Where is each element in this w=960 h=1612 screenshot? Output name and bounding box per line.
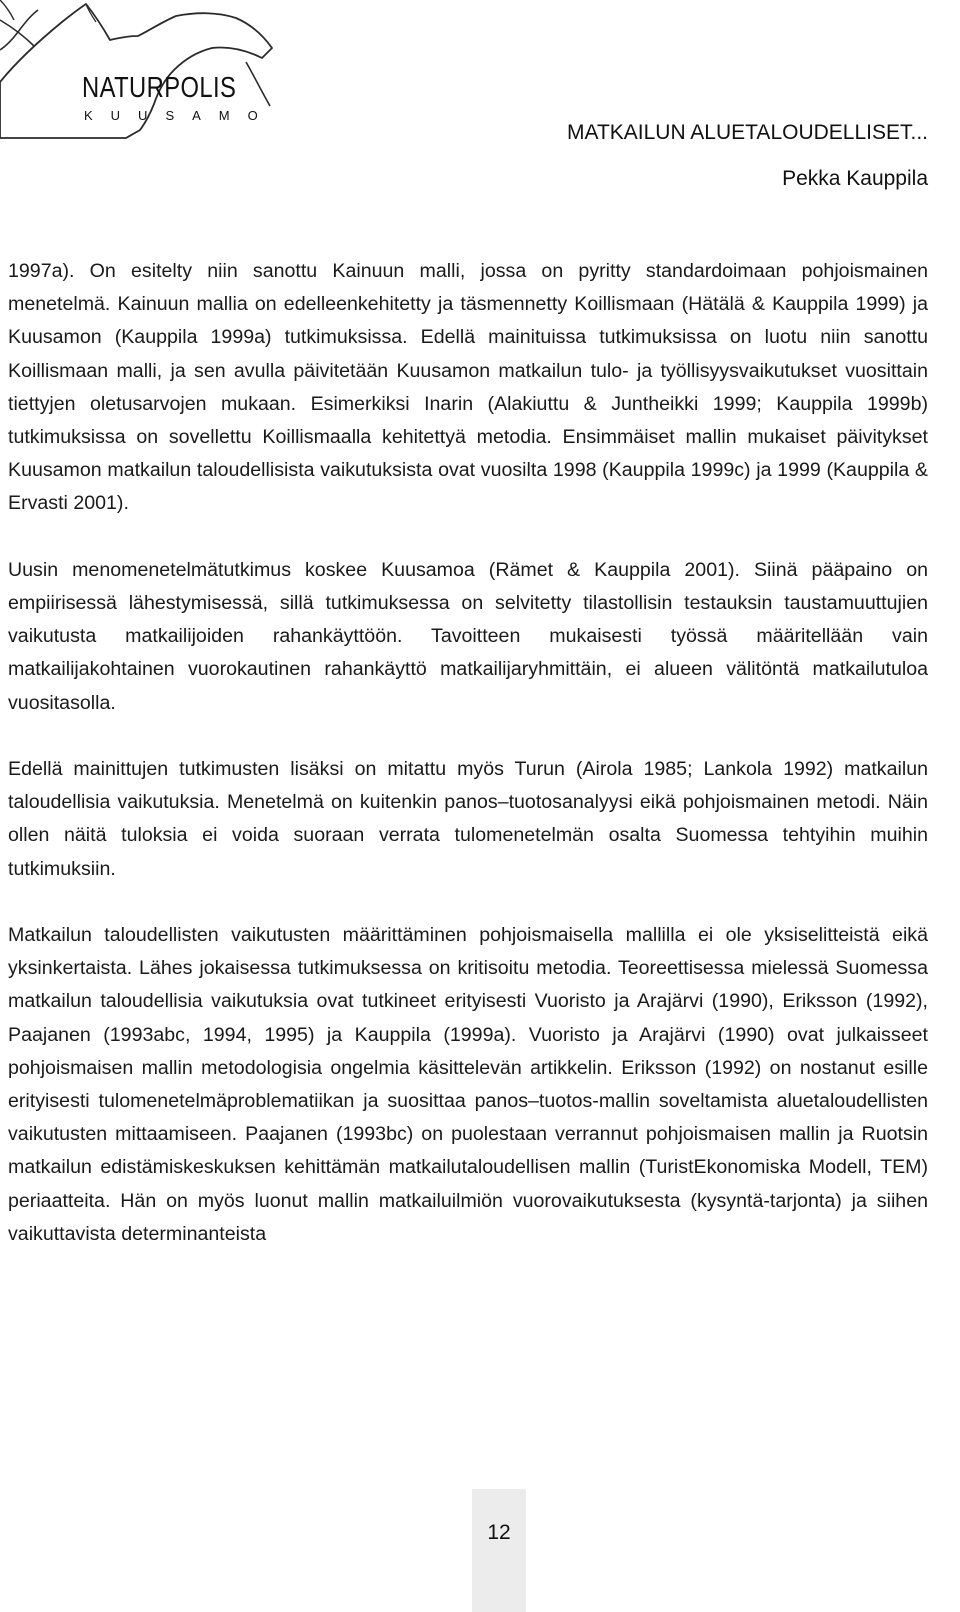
paragraph-3: Edellä mainittujen tutkimusten lisäksi on mitattu myös Turun (Airola 1985; Lankola 1992) matkailun taloudellisia vaikutuksia. Menetelmä on kuitenkin panos–tuotosanalyysi eikä pohjoismainen metodi. Näin ollen näitä tuloksia ei voida suoraan verrata tulomenetelmän osalta Suomessa tehtyihin muihin tutkimuksiin.: [8, 758, 928, 880]
paragraph-1: 1997a). On esitelty niin sanottu Kainuun malli, jossa on pyritty standardoimaan pohjoismainen menetelmä. Kainuun mallia on edelleenkehitetty ja täsmennetty Koillismaan (Hätälä & Kauppila 1999) ja Kuusamon (Kauppila 1999a) tutkimuksissa. Edellä mainituissa tutkimuksissa on luotu niin sanottu Koillismaan malli, ja sen avulla päivitetään Kuusamon matkailun tulo- ja työllisyysvaikutukset vuosittain tiettyjen oletusarvojen mukaan. Esimerkiksi Inarin (Alakiuttu & Juntheikki 1999; Kauppila 1999b) tutkimuksissa on sovellettu Koillismaalla kehitettyä metodia. Ensimmäiset mallin mukaiset päivitykset Kuusamon matkailun taloudellisista vaikutuksista ovat vuosilta 1998 (Kauppila 1999c) ja 1999 (Kauppila & Ervasti 2001).: [8, 260, 928, 515]
running-header-author: Pekka Kauppila: [782, 167, 928, 190]
logo-name: NATURPOLIS: [82, 72, 237, 104]
body-text: [8, 255, 928, 1251]
page-number-tab: [472, 1489, 526, 1612]
paragraph-2: Uusin menomenetelmätutkimus koskee Kuusamoa (Rämet & Kauppila 2001). Siinä pääpaino on empiirisessä lähestymisessä, sillä tutkimuksessa on selvitetty tilastollisin testauksin taustamuuttujien vaikutusta matkailijoiden rahankäyttöön. Tavoitteen mukaisesti työssä määritellään vain matkailijakohtainen vuorokautinen rahankäyttö matkailijaryhmittäin, ei alueen välitöntä matkailutuloa vuositasolla.: [8, 558, 928, 714]
page-number: 12: [487, 1521, 511, 1544]
running-header-title: MATKAILUN ALUETALOUDELLISET...: [567, 121, 928, 144]
logo-subname: KUUSAMO: [84, 108, 276, 123]
paragraph-4: Matkailun taloudellisten vaikutusten määrittäminen pohjoismaisella mallilla ei ole yksiselitteistä eikä yksinkertaista. Lähes jokaisessa tutkimuksessa on kritisoitu metodia. Teoreettisessa mielessä Suomessa matkailun taloudellisia vaikutuksia ovat tutkineet erityisesti Vuoristo ja Arajärvi (1990), Eriksson (1992), Paajanen (1993abc, 1994, 1995) ja Kauppila (1999a). Vuoristo ja Arajärvi (1990) ovat julkaisseet pohjoismaisen mallin metodologisia ongelmia käsittelevän artikkelin. Eriksson (1992) on nostanut esille erityisesti tulomenetelmäproblematiikan ja suosittaa panos–tuotos-mallin soveltamista aluetaloudellisten vaikutusten mittaamiseen. Paajanen (1993bc) on puolestaan verrannut pohjoismaisen mallin ja Ruotsin matkailun edistämiskeskuksen kehittämän matkailutaloudellisen mallin (TuristEkonomiska Modell, TEM) periaatteita. Hän on myös luonut mallin matkailuilmiön vuorovaikutuksesta (kysyntä-tarjonta) ja siihen vaikuttavista determinanteista: [8, 924, 928, 1245]
naturpolis-logo: [0, 0, 290, 150]
